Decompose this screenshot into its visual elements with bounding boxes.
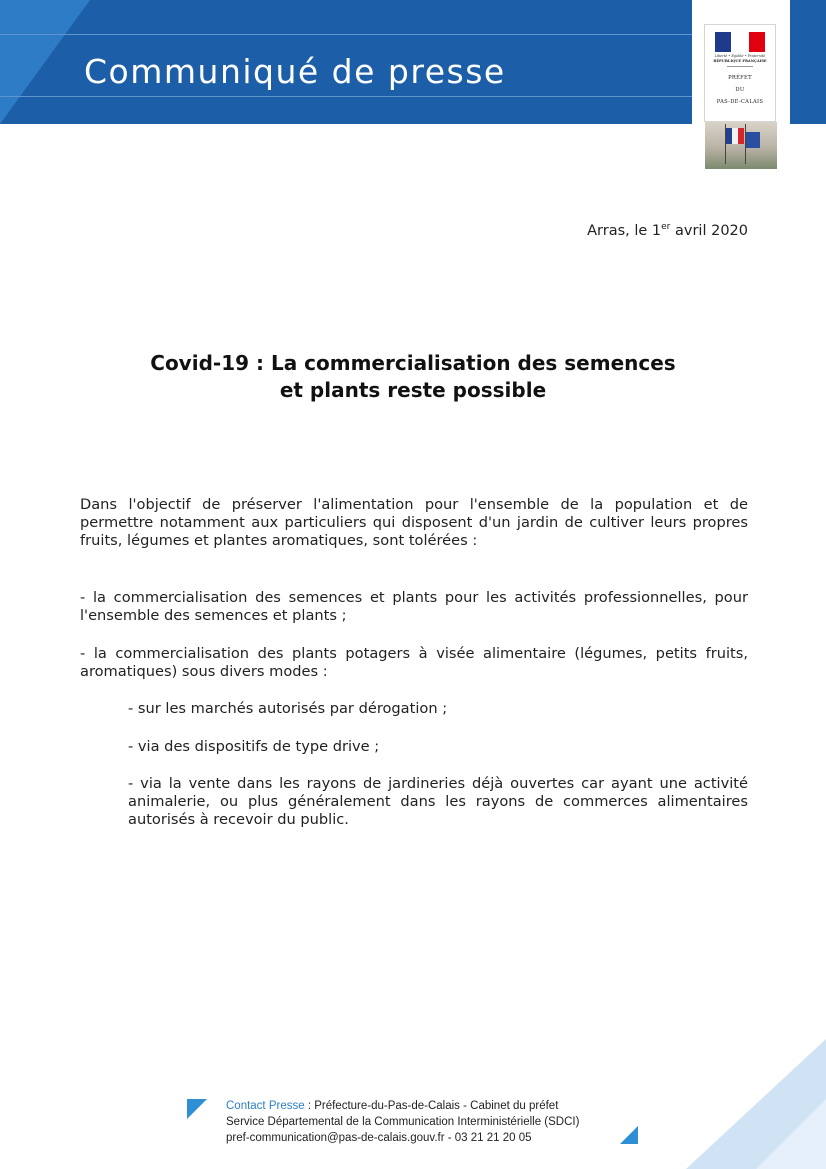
intro-paragraph: Dans l'objectif de préserver l'alimentation pour l'ensemble de la population et de permettre notamment aux particuliers qui disposent d'un jardin de cultiver leurs propres fruits, légumes et plantes aromatiques, sont tolérées :	[80, 496, 748, 549]
header-band	[0, 0, 692, 124]
header-title: Communiqué de presse	[84, 52, 506, 91]
footer-triangle-icon	[187, 1099, 207, 1119]
logo-line-du: DU	[735, 87, 745, 93]
header-rule	[0, 34, 692, 35]
contact-label: Contact Presse	[226, 1100, 305, 1112]
logo-line-department: PAS-DE-CALAIS	[716, 99, 764, 105]
footer-contact	[226, 1098, 579, 1146]
prefecture-photo	[705, 122, 777, 169]
logo-motto: Liberté • Égalité • Fraternité	[714, 54, 766, 58]
list-item: - la commercialisation des semences et plants pour les activités professionnelles, pour l'ensemble des semences et plants ;	[80, 589, 748, 624]
logo-separator	[727, 66, 753, 67]
contact-organisation: : Préfecture-du-Pas-de-Calais - Cabinet du préfet	[304, 1100, 559, 1112]
sub-list-item: - via la vente dans les rayons de jardineries déjà ouvertes car ayant une activité animalerie, ou plus généralement dans les rayons de commerces alimentaires autorisés à recevoir du public.	[128, 775, 748, 828]
list-item: - la commercialisation des plants potagers à visée alimentaire (légumes, petits fruits, aromatiques) sous divers modes :	[80, 645, 748, 680]
sub-list-item: - via des dispositifs de type drive ;	[128, 738, 380, 755]
footer-triangle-icon	[620, 1126, 638, 1144]
contact-service: Service Départemental de la Communication Interministérielle (SDCI)	[226, 1116, 580, 1128]
header-band-right	[790, 0, 826, 124]
header-rule	[0, 96, 692, 97]
footer-decoration	[756, 1099, 826, 1169]
logo-line-prefet: PRÉFET	[728, 75, 752, 81]
title-line-2: et plants reste possible	[279, 378, 547, 402]
title-line-1: Covid-19 : La commercialisation des semences	[150, 351, 676, 375]
header-accent-triangle	[0, 0, 90, 124]
page-title	[80, 350, 746, 404]
prefecture-logo	[704, 24, 776, 122]
sub-list-item: - sur les marchés autorisés par dérogation ;	[128, 700, 448, 717]
date-line: Arras, le 1er avril 2020	[587, 222, 748, 239]
logo-republic: RÉPUBLIQUE FRANÇAISE	[713, 59, 767, 63]
marianne-flag-icon	[715, 32, 765, 52]
contact-email-phone[interactable]: pref-communication@pas-de-calais.gouv.fr - 03 21 21 20 05	[226, 1132, 532, 1144]
